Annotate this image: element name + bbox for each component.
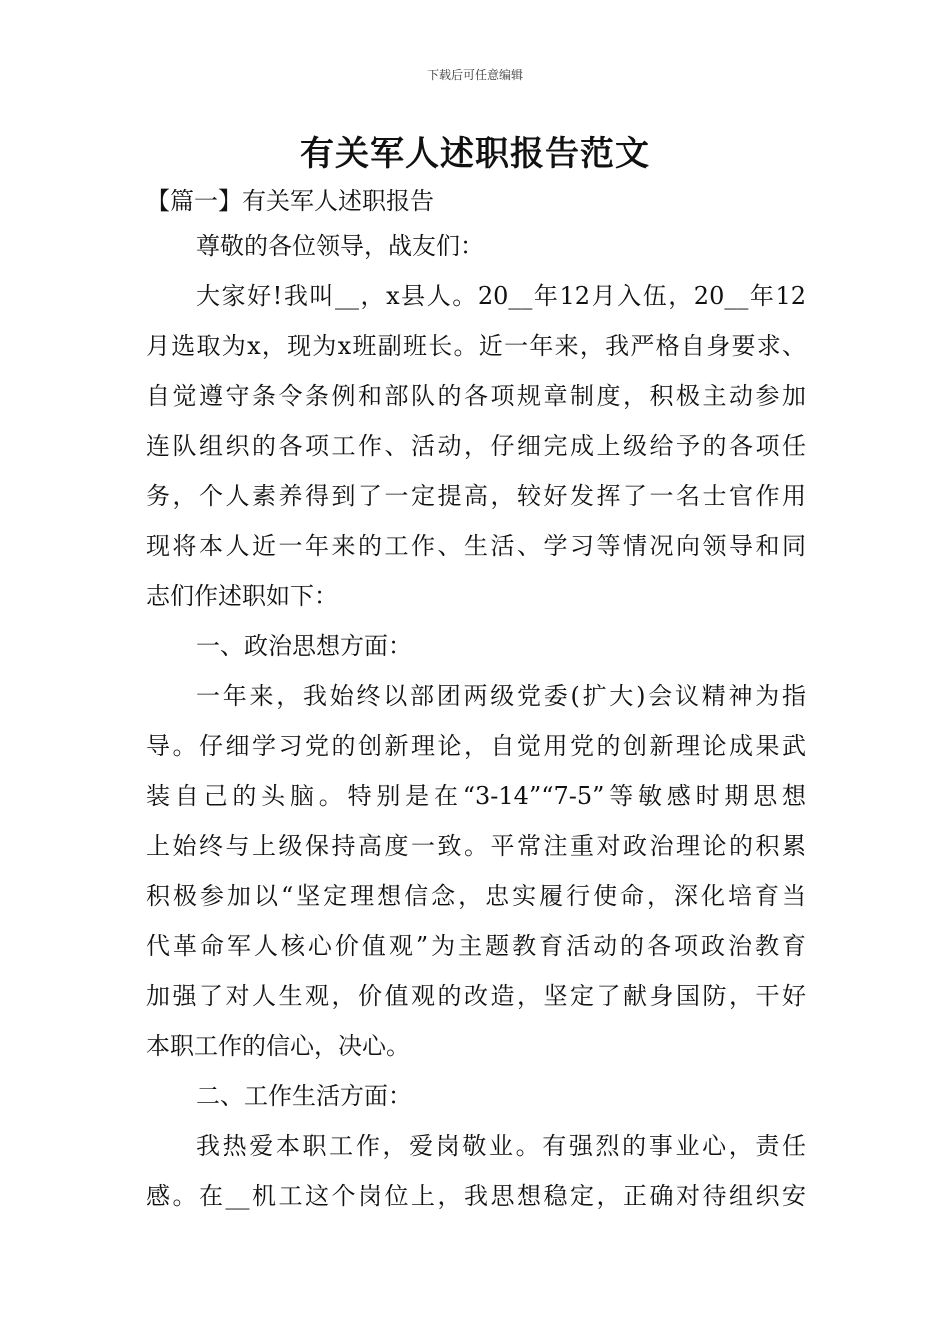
body-line: 自觉遵守条令条例和部队的各项规章制度，积极主动参加	[146, 382, 806, 410]
document-title: 有关军人述职报告范文	[300, 134, 650, 174]
body-line: 感。在__机工这个岗位上，我思想稳定，正确对待组织安	[146, 1182, 806, 1210]
body-line: 代革命军人核心价值观”为主题教育活动的各项政治教育	[146, 932, 806, 960]
document-body	[146, 221, 806, 1221]
body-line: 月选取为x，现为x班副班长。近一年来，我严格自身要求、	[146, 332, 806, 360]
body-line: 尊敬的各位领导，战友们：	[196, 232, 484, 260]
body-line: 二、工作生活方面：	[196, 1082, 412, 1110]
body-line: 加强了对人生观，价值观的改造，坚定了献身国防，干好	[146, 982, 806, 1010]
section-heading: 【篇一】有关军人述职报告	[146, 187, 434, 215]
body-line: 志们作述职如下：	[146, 582, 338, 610]
body-line: 装自己的头脑。特别是在“3-14”“7-5”等敏感时期思想	[146, 782, 806, 810]
body-line: 现将本人近一年来的工作、生活、学习等情况向领导和同	[146, 532, 806, 560]
page-header: 下载后可任意编辑	[426, 68, 523, 82]
body-line: 连队组织的各项工作、活动，仔细完成上级给予的各项任	[146, 432, 806, 460]
body-line: 务，个人素养得到了一定提高，较好发挥了一名士官作用	[146, 482, 806, 510]
body-line: 积极参加以“坚定理想信念，忠实履行使命，深化培育当	[146, 882, 806, 910]
body-line: 上始终与上级保持高度一致。平常注重对政治理论的积累	[146, 832, 806, 860]
body-line: 本职工作的信心，决心。	[146, 1032, 410, 1060]
body-line: 导。仔细学习党的创新理论，自觉用党的创新理论成果武	[146, 732, 806, 760]
body-line: 一、政治思想方面：	[196, 632, 412, 660]
body-line: 一年来，我始终以部团两级党委(扩大)会议精神为指	[196, 682, 806, 710]
body-line: 大家好!我叫__，x县人。20__年12月入伍，20__年12	[196, 282, 806, 310]
body-line: 我热爱本职工作，爱岗敬业。有强烈的事业心，责任	[196, 1132, 806, 1160]
